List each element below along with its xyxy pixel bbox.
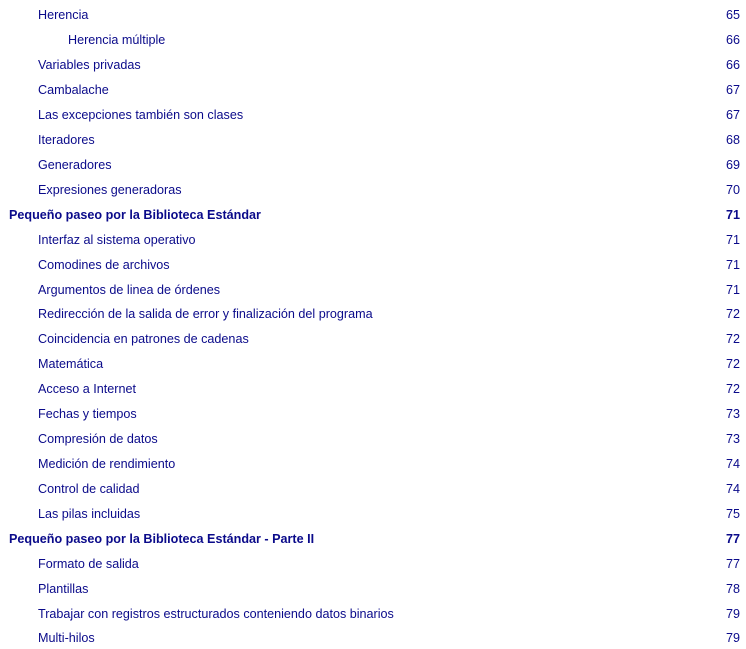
toc-entry[interactable] [0, 130, 746, 150]
toc-entry[interactable] [0, 329, 746, 349]
toc-entry-title: Acceso a Internet [38, 382, 137, 396]
toc-entry-title: Trabajar con registros estructurados conteniendo datos binarios [38, 607, 394, 621]
toc-entry-page-number: 77 [725, 557, 740, 571]
toc-entry-title: Variables privadas [38, 58, 141, 72]
toc-entry-title: Plantillas [38, 582, 89, 596]
toc-entry-title: Comodines de archivos [38, 258, 170, 272]
toc-entry-page-number: 78 [725, 582, 740, 596]
toc-entry-page-number: 71 [725, 233, 740, 247]
toc-entry-title: Interfaz al sistema operativo [38, 233, 196, 247]
toc-chapter-page-number: 71 [725, 208, 740, 222]
toc-entry[interactable] [0, 354, 746, 374]
toc-entry-title: Multi-hilos [38, 631, 95, 645]
toc-entry-page-number: 68 [725, 133, 740, 147]
toc-entry-title: Medición de rendimiento [38, 457, 176, 471]
toc-entry-title: Las excepciones también son clases [38, 108, 244, 122]
toc-entry-page-number: 69 [725, 158, 740, 172]
toc-entry-title: Matemática [38, 357, 104, 371]
toc-entry-page-number: 73 [725, 432, 740, 446]
toc-entry[interactable] [0, 5, 746, 25]
toc-entry-title: Argumentos de linea de órdenes [38, 283, 221, 297]
toc-entry-page-number: 67 [725, 83, 740, 97]
toc-entry[interactable] [0, 30, 746, 50]
toc-entry-page-number: 65 [725, 8, 740, 22]
toc-entry-page-number: 79 [725, 631, 740, 645]
toc-entry[interactable] [0, 504, 746, 524]
toc-entry-page-number: 74 [725, 482, 740, 496]
toc-entry-page-number: 71 [725, 258, 740, 272]
toc-entry-page-number: 72 [725, 332, 740, 346]
toc-chapter[interactable] [0, 205, 746, 225]
toc-entry-page-number: 66 [725, 58, 740, 72]
toc-entry[interactable] [0, 304, 746, 324]
toc-entry[interactable] [0, 230, 746, 250]
toc-entry-page-number: 73 [725, 407, 740, 421]
toc-entry-title: Coincidencia en patrones de cadenas [38, 332, 249, 346]
toc-entry-title: Generadores [38, 158, 112, 172]
toc-entry[interactable] [0, 454, 746, 474]
toc-entry-page-number: 72 [725, 307, 740, 321]
toc-entry-title: Cambalache [38, 83, 109, 97]
toc-entry[interactable] [0, 604, 746, 624]
toc-entry-page-number: 66 [725, 33, 740, 47]
toc-entry[interactable] [0, 379, 746, 399]
toc-entry[interactable] [0, 628, 746, 648]
toc-entry[interactable] [0, 255, 746, 275]
toc-chapter-title: Pequeño paseo por la Biblioteca Estándar [9, 208, 261, 222]
toc-entry-title: Iteradores [38, 133, 95, 147]
toc-entry-page-number: 72 [725, 357, 740, 371]
toc-entry-page-number: 67 [725, 108, 740, 122]
toc-entry[interactable] [0, 579, 746, 599]
toc-entry-page-number: 72 [725, 382, 740, 396]
toc-entry[interactable] [0, 479, 746, 499]
toc-entry-title: Compresión de datos [38, 432, 158, 446]
toc-entry[interactable] [0, 554, 746, 574]
toc-entry[interactable] [0, 404, 746, 424]
toc-entry[interactable] [0, 105, 746, 125]
toc-entry-title: Herencia múltiple [68, 33, 166, 47]
toc-chapter[interactable] [0, 529, 746, 549]
toc-entry-title: Expresiones generadoras [38, 183, 182, 197]
toc-entry-page-number: 79 [725, 607, 740, 621]
toc-chapter-title: Pequeño paseo por la Biblioteca Estándar - Parte II [9, 532, 315, 546]
toc-entry-title: Redirección de la salida de error y finalización del programa [38, 307, 373, 321]
toc-entry[interactable] [0, 55, 746, 75]
toc-entry-page-number: 71 [725, 283, 740, 297]
toc-entry[interactable] [0, 155, 746, 175]
toc-entry-page-number: 75 [725, 507, 740, 521]
toc-entry[interactable] [0, 180, 746, 200]
toc-entry-page-number: 74 [725, 457, 740, 471]
toc-entry-page-number: 70 [725, 183, 740, 197]
toc-entry-title: Herencia [38, 8, 89, 22]
toc-entry-title: Formato de salida [38, 557, 139, 571]
toc-entry-title: Control de calidad [38, 482, 140, 496]
toc-entry-title: Fechas y tiempos [38, 407, 137, 421]
toc-entry-title: Las pilas incluidas [38, 507, 141, 521]
toc-chapter-page-number: 77 [725, 532, 740, 546]
toc-entry[interactable] [0, 280, 746, 300]
toc-entry[interactable] [0, 80, 746, 100]
toc-entry[interactable] [0, 429, 746, 449]
